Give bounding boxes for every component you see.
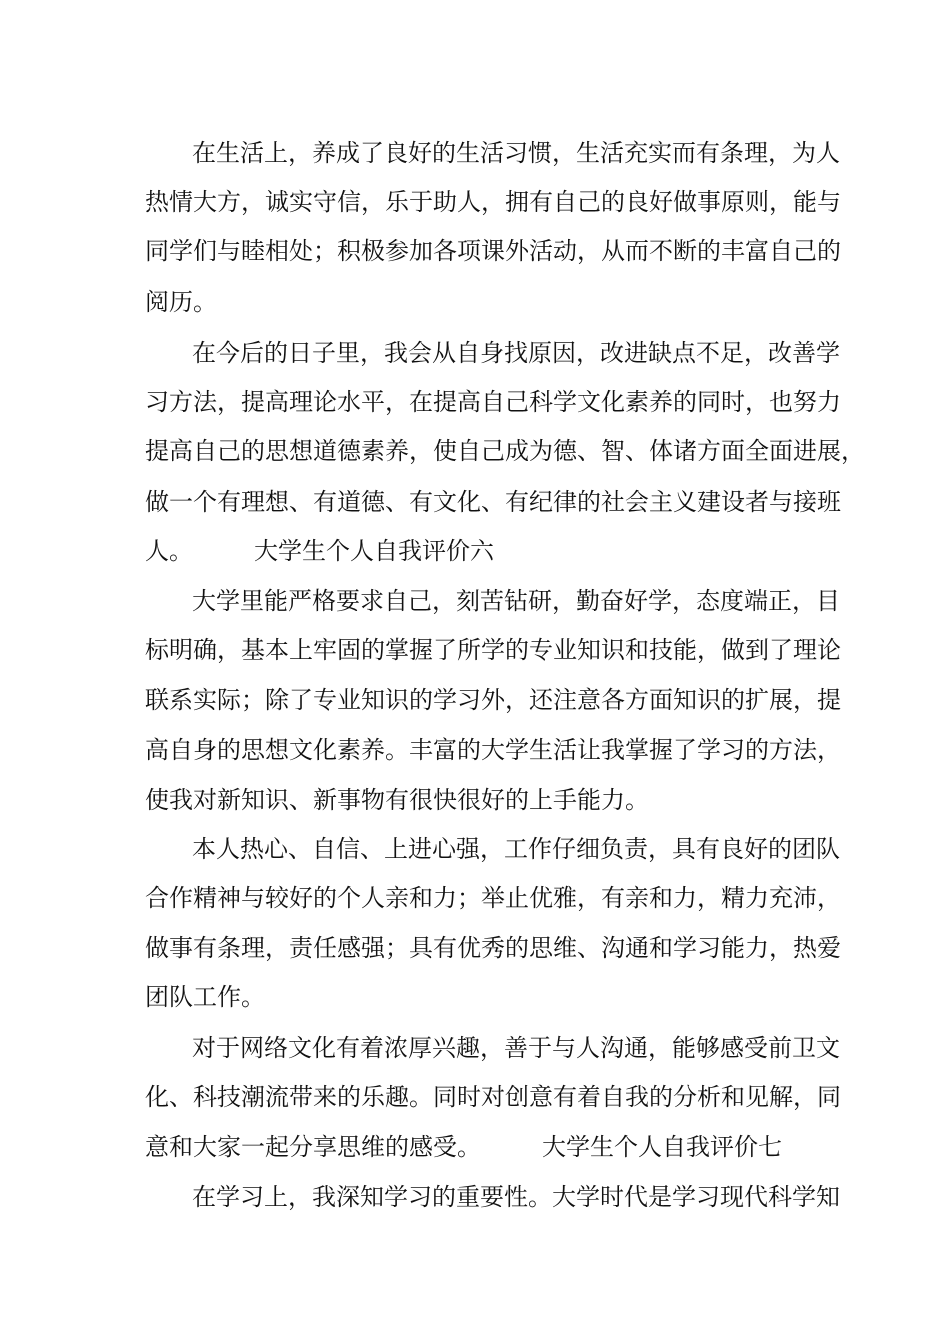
text-line: 做事有条理，责任感强；具有优秀的思维、沟通和学习能力，热爱 <box>145 934 841 962</box>
text-line: 人。 大学生个人自我评价六 <box>145 537 495 565</box>
text-line: 化、科技潮流带来的乐趣。同时对创意有着自我的分析和见解，同 <box>145 1083 841 1111</box>
text-line: 习方法，提高理论水平，在提高自己科学文化素养的同时，也努力 <box>145 388 841 416</box>
text-line: 合作精神与较好的个人亲和力；举止优雅，有亲和力，精力充沛， <box>145 884 841 912</box>
text-line: 在学习上，我深知学习的重要性。大学时代是学习现代科学知 <box>192 1183 840 1211</box>
text-line: 团队工作。 <box>145 983 265 1011</box>
text-line: 意和大家一起分享思维的感受。 大学生个人自我评价七 <box>145 1133 783 1161</box>
text-line: 使我对新知识、新事物有很快很好的上手能力。 <box>145 786 649 814</box>
text-line: 在今后的日子里，我会从自身找原因，改进缺点不足，改善学 <box>192 339 840 367</box>
text-line: 热情大方，诚实守信，乐于助人，拥有自己的良好做事原则，能与 <box>145 188 841 216</box>
text-line: 做一个有理想、有道德、有文化、有纪律的社会主义建设者与接班 <box>145 488 841 516</box>
text-line: 阅历。 <box>145 288 217 316</box>
text-line: 联系实际；除了专业知识的学习外，还注意各方面知识的扩展，提 <box>145 686 841 714</box>
text-line: 大学里能严格要求自己，刻苦钻研，勤奋好学，态度端正，目 <box>192 587 840 615</box>
text-line: 本人热心、自信、上进心强，工作仔细负责，具有良好的团队 <box>192 835 840 863</box>
text-line: 同学们与睦相处；积极参加各项课外活动，从而不断的丰富自己的 <box>145 237 841 265</box>
text-line: 高自身的思想文化素养。丰富的大学生活让我掌握了学习的方法， <box>145 736 841 764</box>
text-line: 在生活上，养成了良好的生活习惯，生活充实而有条理，为人 <box>192 139 840 167</box>
text-line: 提高自己的思想道德素养，使自己成为德、智、体诸方面全面进展， <box>145 437 865 465</box>
text-line: 对于网络文化有着浓厚兴趣，善于与人沟通，能够感受前卫文 <box>192 1034 840 1062</box>
text-line: 标明确，基本上牢固的掌握了所学的专业知识和技能，做到了理论 <box>145 636 841 664</box>
